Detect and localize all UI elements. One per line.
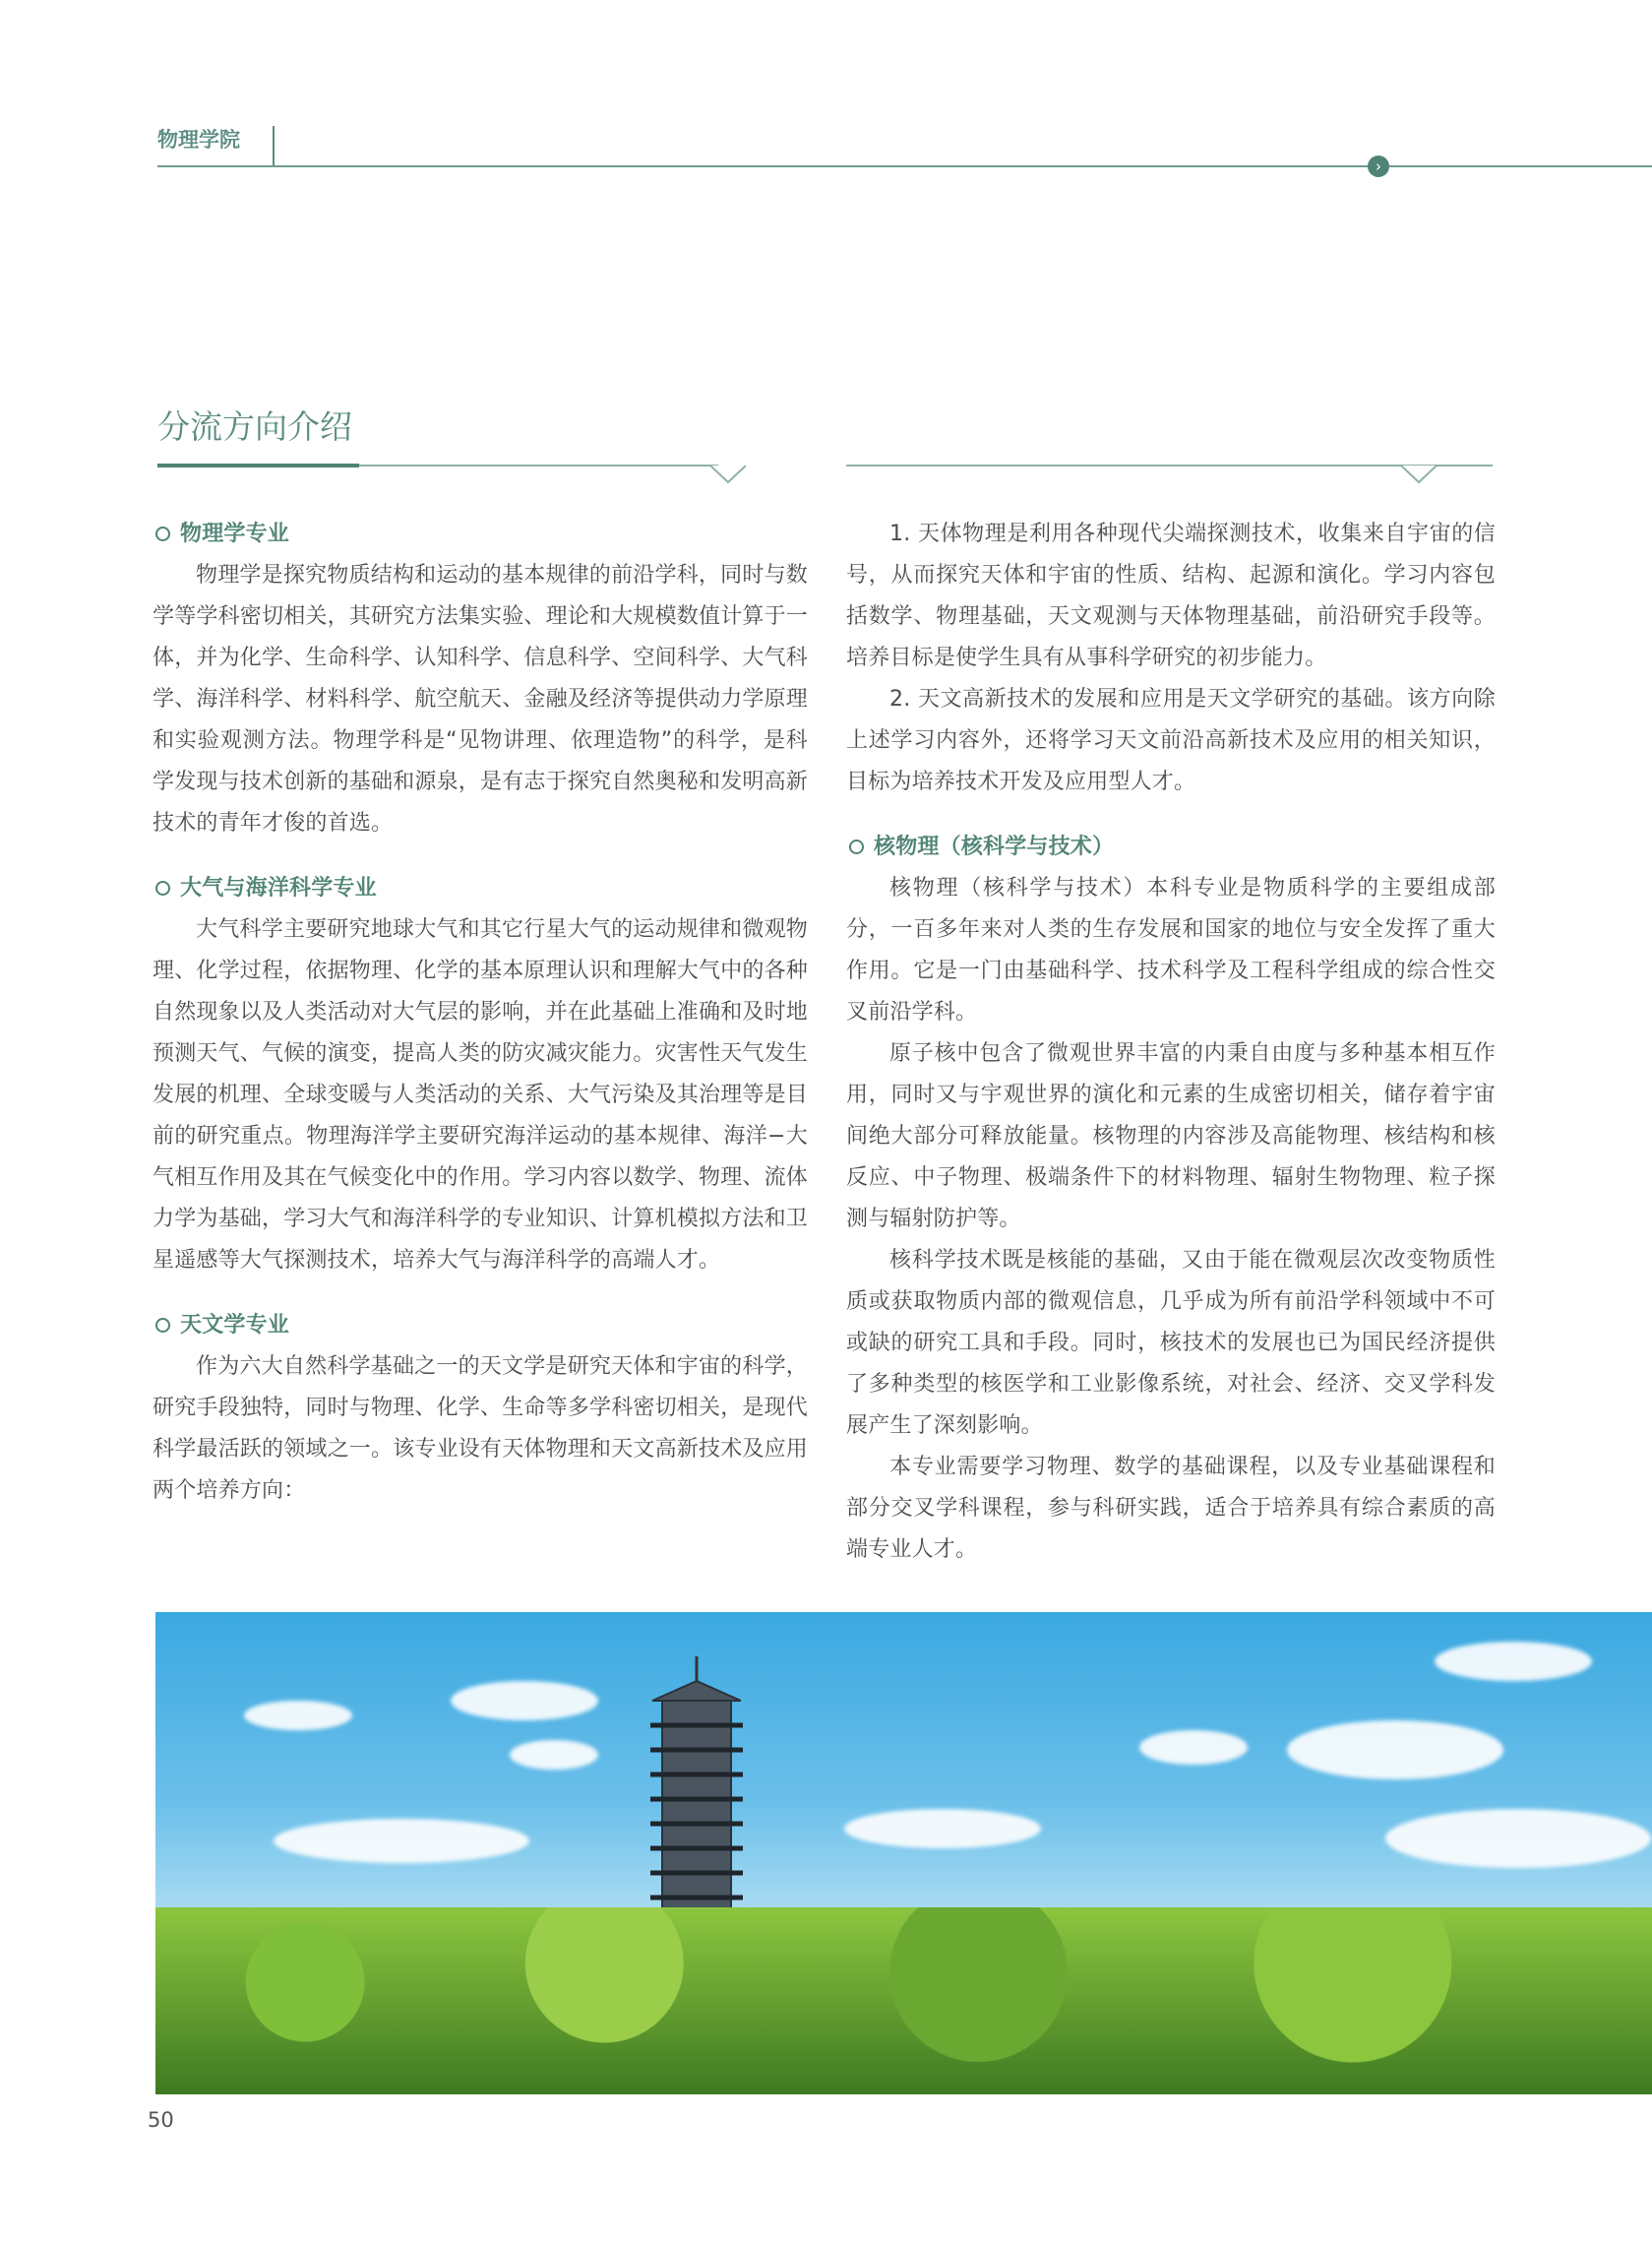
circle-bullet-icon [849,840,864,854]
heading-text: 天文学专业 [180,1313,290,1338]
paragraph: 1. 天体物理是利用各种现代尖端探测技术，收集来自宇宙的信号，从而探究天体和宇宙的性质、结构、起源和演化。学习内容包括数学、物理基础，天文观测与天体物理基础，前沿研究手段等。培养目标是使学生具有从事科学研究的初步能力。 [846,522,1496,670]
header-divider [273,126,275,167]
title-underline-right [846,465,1493,467]
notch-decoration-left [710,466,750,485]
circle-bullet-icon [155,1318,170,1333]
page-number: 50 [148,2108,174,2132]
chevron-right-icon: › [1368,156,1389,177]
heading-text: 大气与海洋科学专业 [180,876,377,901]
heading-astronomy [153,1305,808,1346]
heading-physics [153,514,808,555]
notch-decoration-right [1401,466,1440,485]
paragraph: 大气科学主要研究地球大气和其它行星大气的运动规律和微观物理、化学过程，依据物理、化学的基本原理认识和理解大气中的各种自然现象以及人类活动对大气层的影响，并在此基础上准确和及时地预测天气、气候的演变，提高人类的防灾减灾能力。灾害性天气发生发展的机理、全球变暖与人类活动的关系、大气污染及其治理等是目前的研究重点。物理海洋学主要研究海洋运动的基本规律、海洋−大气相互作用及其在气候变化中的作用。学习内容以数学、物理、流体力学为基础，学习大气和海洋科学的专业知识、计算机模拟方法和卫星遥感等大气探测技术，培养大气与海洋科学的高端人才。 [153,917,809,1273]
paragraph: 核物理（核科学与技术）本科专业是物质科学的主要组成部分，一百多年来对人类的生存发展和国家的地位与安全发挥了重大作用。它是一门由基础科学、技术科学及工程科学组成的综合性交叉前沿学科。 [846,876,1496,1025]
circle-bullet-icon [155,527,170,541]
trees [155,1907,1652,2094]
paragraph: 本专业需要学习物理、数学的基础课程，以及专业基础课程和部分交叉学科课程，参与科研实践，适合于培养具有综合素质的高端专业人才。 [846,1455,1496,1562]
circle-bullet-icon [155,881,170,896]
running-header-section: 物理学院 [157,128,240,152]
paragraph: 原子核中包含了微观世界丰富的内秉自由度与多种基本相互作用，同时又与宇观世界的演化和元素的生成密切相关，储存着宇宙间绝大部分可释放能量。核物理的内容涉及高能物理、核结构和核反应、中子物理、极端条件下的材料物理、辐射生物物理、粒子探测与辐射防护等。 [846,1041,1496,1231]
section-title: 分流方向介绍 [157,407,352,446]
paragraph: 作为六大自然科学基础之一的天文学是研究天体和宇宙的科学，研究手段独特，同时与物理、化学、生命等多学科密切相关，是现代科学最活跃的领域之一。该专业设有天体物理和天文高新技术及应用两个培养方向： [153,1354,809,1503]
campus-pagoda-photo [155,1612,1652,2094]
header-rule [157,165,1652,167]
heading-text: 核物理（核科学与技术） [874,835,1115,859]
paragraph: 核科学技术既是核能的基础，又由于能在微观层次改变物质性质或获取物质内部的微观信息，几乎成为所有前沿学科领域中不可或缺的研究工具和手段。同时，核技术的发展也已为国民经济提供了多种类型的核医学和工业影像系统，对社会、经济、交叉学科发展产生了深刻影响。 [846,1248,1496,1438]
heading-nuclear-physics [846,827,1496,868]
left-column [153,510,808,1512]
heading-text: 物理学专业 [180,522,290,546]
heading-atmosphere-ocean [153,868,808,909]
paragraph: 物理学是探究物质结构和运动的基本规律的前沿学科，同时与数学等学科密切相关，其研究方法集实验、理论和大规模数值计算于一体，并为化学、生命科学、认知科学、信息科学、空间科学、大气科学、海洋科学、材料科学、航空航天、金融及经济等提供动力学原理和实验观测方法。物理学科是“见物讲理、依理造物”的科学，是科学发现与技术创新的基础和源泉，是有志于探究自然奥秘和发明高新技术的青年才俊的首选。 [153,563,809,836]
title-underline-accent [157,464,359,467]
right-column [846,510,1496,1571]
paragraph: 2. 天文高新技术的发展和应用是天文学研究的基础。该方向除上述学习内容外，还将学习天文前沿高新技术及应用的相关知识，目标为培养技术开发及应用型人才。 [846,687,1496,794]
